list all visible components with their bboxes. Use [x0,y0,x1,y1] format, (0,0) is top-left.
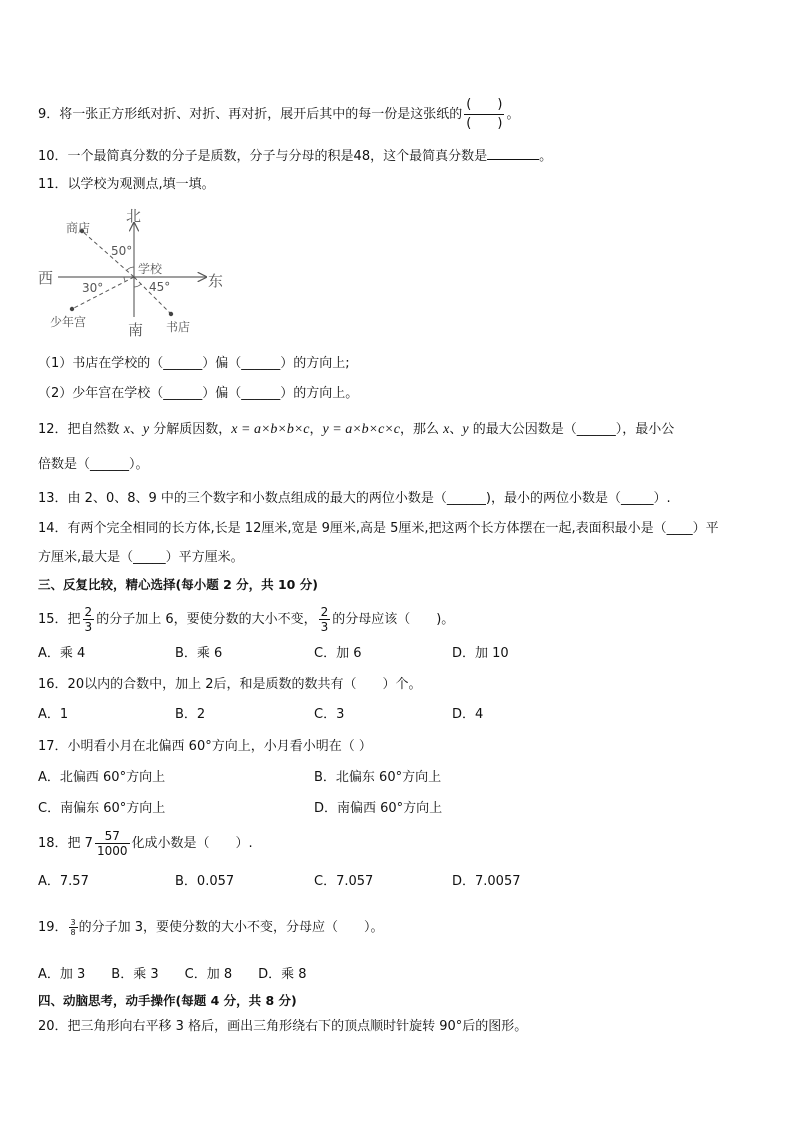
north-label: 北 [126,207,142,225]
south-label: 南 [128,321,144,339]
option-a[interactable]: A．乘 4 [38,646,86,661]
option-b[interactable]: B．乘 6 [175,646,223,661]
option-b[interactable]: B．2 [175,707,206,722]
fraction-57-1000: $\frac{57}{1000}$ [96,829,128,858]
question-19: 19． $\frac{3}{8}$ 的分子加 3，要使分数的大小不变，分母应（ ）。 [38,918,384,937]
option-d[interactable]: D．加 10 [452,646,509,661]
question-14: 14．有两个完全相同的长方体,长是 12厘米,宽是 9厘米,高是 5厘米,把这两个长方体摆在一起,表面积最小是（____）平 [38,521,719,536]
question-12-line2: 倍数是（______）。 [38,457,149,472]
option-a[interactable]: A．北偏西 60°方向上 [38,770,166,785]
shop-label: 商店 [66,221,91,235]
question-15: 15．把 $\frac{2}{3}$ 的分子加上 6，要使分数的大小不变， $\frac{2}{3}$ 的分母应该（ )。 [38,605,455,634]
angle-50-label: 50° [111,244,133,258]
question-11-sub2: （2）少年宫在学校（______）偏（______）的方向上。 [38,386,359,401]
question-20: 20．把三角形向右平移 3 格后，画出三角形绕右下的顶点顺时针旋转 90°后的图形。 [38,1019,528,1034]
answer-fraction-blank[interactable]: $\frac{( )}{( )}$ [466,97,503,131]
compass-diagram [36,205,236,340]
east-label: 东 [208,272,224,290]
question-10: 10．一个最简真分数的分子是质数，分子与分母的积是48，这个最简真分数是 。 [38,146,552,166]
expression-x: x = a×b×b×c [231,422,310,437]
option-b[interactable]: B．北偏东 60°方向上 [314,770,442,785]
question-19-options[interactable]: A．加 3 B．乘 3 C．加 8 D．乘 8 [38,967,307,982]
option-c[interactable]: C．7.057 [314,874,374,889]
option-c[interactable]: C．南偏东 60°方向上 [38,801,166,816]
option-b[interactable]: B．0.057 [175,874,235,889]
option-d[interactable]: D．4 [452,707,484,722]
expression-y: y = a×b×c×c [322,422,400,437]
bookstore-point [169,312,173,316]
section-3-heading: 三、反复比较，精心选择(每小题 2 分，共 10 分) [38,577,318,592]
fraction-2-3: $\frac{2}{3}$ [320,605,329,634]
question-9-text: 9．将一张正方形纸对折、对折、再对折，展开后其中的每一份是这张纸的 [38,107,463,122]
section-4-heading: 四、动脑思考，动手操作(每题 4 分，共 8 分) [38,993,297,1008]
bookstore-label: 书店 [166,320,191,334]
question-18: 18．把 7 $\frac{57}{1000}$ 化成小数是（ ）. [38,829,253,858]
question-13: 13．由 2、0、8、9 中的三个数字和小数点组成的最大的两位小数是（______)，最小的两位小数是（_____）. [38,491,671,506]
angle-45-label: 45° [149,280,171,294]
option-c[interactable]: C．3 [314,707,345,722]
youth-palace-label: 少年宫 [50,315,87,329]
option-a[interactable]: A．1 [38,707,69,722]
angle-30-label: 30° [82,281,104,295]
option-d[interactable]: D．7.0057 [452,874,521,889]
question-11-sub1: （1）书店在学校的（______）偏（______）的方向上; [38,356,350,371]
fraction-3-8: $\frac{3}{8}$ [70,918,76,937]
fraction-2-3: $\frac{2}{3}$ [84,605,93,634]
question-17: 17．小明看小月在北偏西 60°方向上，小月看小明在（ ） [38,739,372,754]
west-label: 西 [38,269,54,287]
school-label: 学校 [138,262,163,276]
option-c[interactable]: C．加 6 [314,646,362,661]
question-12: 12．把自然数 x、y 分解质因数，x = a×b×b×c，y = a×b×c×c，那么 x、y 的最大公因数是（______），最小公 [38,422,675,437]
question-14-line2: 方厘米,最大是（_____）平方厘米。 [38,550,244,565]
question-16: 16．20以内的合数中，加上 2后，和是质数的数共有（ ）个。 [38,677,422,692]
question-10-text: 10．一个最简真分数的分子是质数，分子与分母的积是48，这个最简真分数是 [38,149,488,164]
question-9: 9．将一张正方形纸对折、对折、再对折，展开后其中的每一份是这张纸的 $\frac{( )}{( )}$ 。 [38,97,520,131]
option-a[interactable]: A．7.57 [38,874,89,889]
answer-blank[interactable] [487,146,539,160]
question-11: 11．以学校为观测点,填一填。 [38,177,215,192]
option-d[interactable]: D．南偏西 60°方向上 [314,801,443,816]
youth-palace-point [70,307,74,311]
